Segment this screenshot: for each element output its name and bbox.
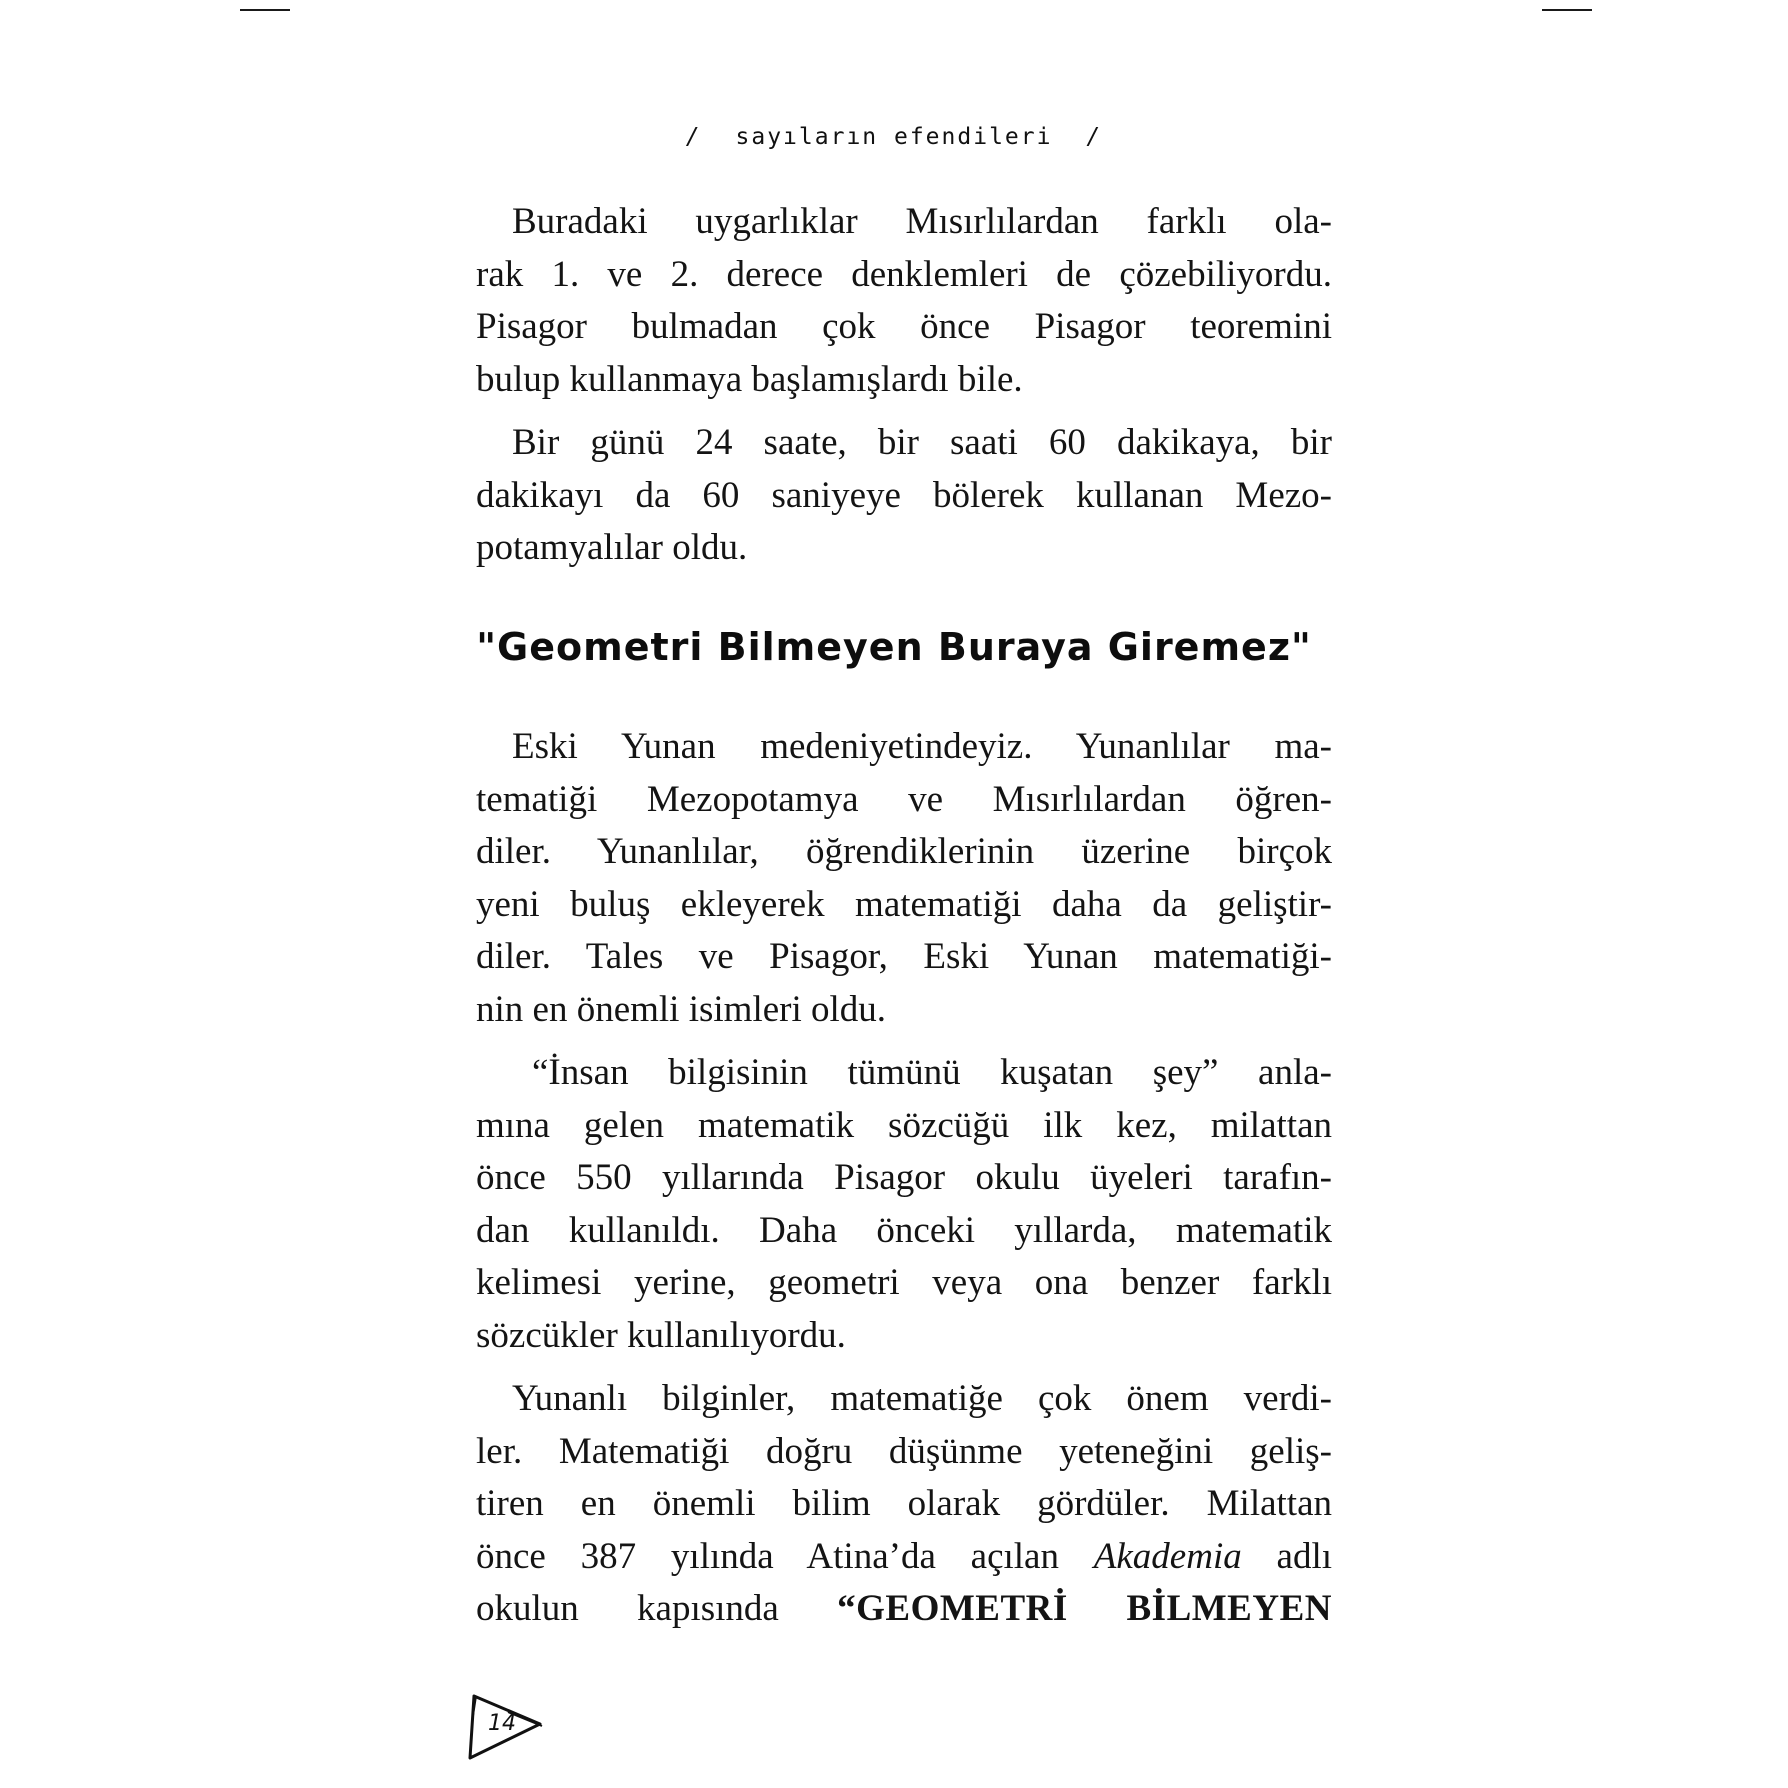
running-head-slash-left: / — [685, 124, 702, 150]
paragraph-gap — [476, 1036, 1332, 1047]
text-block-bottom — [476, 721, 1332, 1636]
text-line: yeni buluş ekleyerek matematiği daha da geliştir- — [476, 883, 1332, 925]
paragraph — [476, 1373, 1332, 1636]
text-line: kelimesi yerine, geometri veya ona benzer farklı — [476, 1262, 1332, 1303]
text-line: dan kullanıldı. Daha önceki yıllarda, matematik — [476, 1209, 1332, 1251]
page-number: 14 — [488, 1711, 516, 1736]
text-line: “İnsan bilgisinin tümünü kuşatan şey” anla- — [532, 1052, 1332, 1093]
text-line: ler. Matematiği doğru düşünme yeteneğini geliş- — [476, 1430, 1332, 1472]
crop-mark-right — [1542, 9, 1592, 11]
paragraph-gap — [476, 406, 1332, 417]
crop-mark-left — [240, 9, 290, 11]
text-line-akademia — [476, 1531, 1332, 1584]
section-heading: "Geometri Bilmeyen Buraya Giremez" — [476, 625, 1312, 669]
page-number-badge — [468, 1692, 548, 1762]
bold-inscription: “GEOMETRİ BİLMEYEN — [837, 1588, 1332, 1629]
text-run: önce 387 yılında Atina’da açılan — [476, 1535, 1094, 1577]
text-line: nin en önemli isimleri oldu. — [476, 988, 887, 1030]
text-run: okulun kapısında — [476, 1588, 838, 1629]
paragraph-gap — [476, 1362, 1332, 1373]
paragraph — [476, 417, 1332, 575]
text-line: Eski Yunan medeniyetindeyiz. Yunanlılar ma- — [512, 726, 1332, 767]
paragraph — [476, 196, 1332, 406]
text-line: potamyalılar oldu. — [476, 527, 748, 568]
text-line: rak 1. ve 2. derece denklemleri de çözebiliyordu. — [476, 253, 1332, 295]
text-line: Buradaki uygarlıklar Mısırlılardan farklı ola- — [512, 201, 1332, 242]
paragraph — [476, 1047, 1332, 1362]
text-line: sözcükler kullanılıyordu. — [476, 1314, 846, 1356]
text-line-final — [476, 1583, 1332, 1636]
text-line: Pisagor bulmadan çok önce Pisagor teoremini — [476, 306, 1332, 347]
text-line: önce 550 yıllarında Pisagor okulu üyeleri tarafın- — [476, 1157, 1332, 1198]
paragraph — [476, 721, 1332, 1036]
text-block-top — [476, 196, 1332, 575]
text-line: bulup kullanmaya başlamışlardı bile. — [476, 358, 1023, 400]
text-line: mına gelen matematik sözcüğü ilk kez, milattan — [476, 1104, 1332, 1146]
running-head-slash-right: / — [1086, 124, 1103, 150]
text-line: Bir günü 24 saate, bir saati 60 dakikaya, bir — [512, 422, 1332, 463]
text-run: adlı — [1241, 1535, 1333, 1577]
text-line: diler. Yunanlılar, öğrendiklerinin üzerine birçok — [476, 831, 1332, 872]
italic-term-akademia: Akademia — [1093, 1535, 1242, 1577]
running-head-title: sayıların efendileri — [735, 124, 1053, 150]
text-line: tiren en önemli bilim olarak gördüler. Milattan — [476, 1483, 1332, 1524]
text-line: Yunanlı bilginler, matematiğe çok önem verdi- — [512, 1378, 1332, 1419]
text-line: diler. Tales ve Pisagor, Eski Yunan matematiği- — [476, 936, 1332, 977]
text-line: tematiği Mezopotamya ve Mısırlılardan öğren- — [476, 778, 1332, 820]
running-head — [0, 124, 1788, 150]
text-line: dakikayı da 60 saniyeye bölerek kullanan Mezo- — [476, 474, 1332, 516]
